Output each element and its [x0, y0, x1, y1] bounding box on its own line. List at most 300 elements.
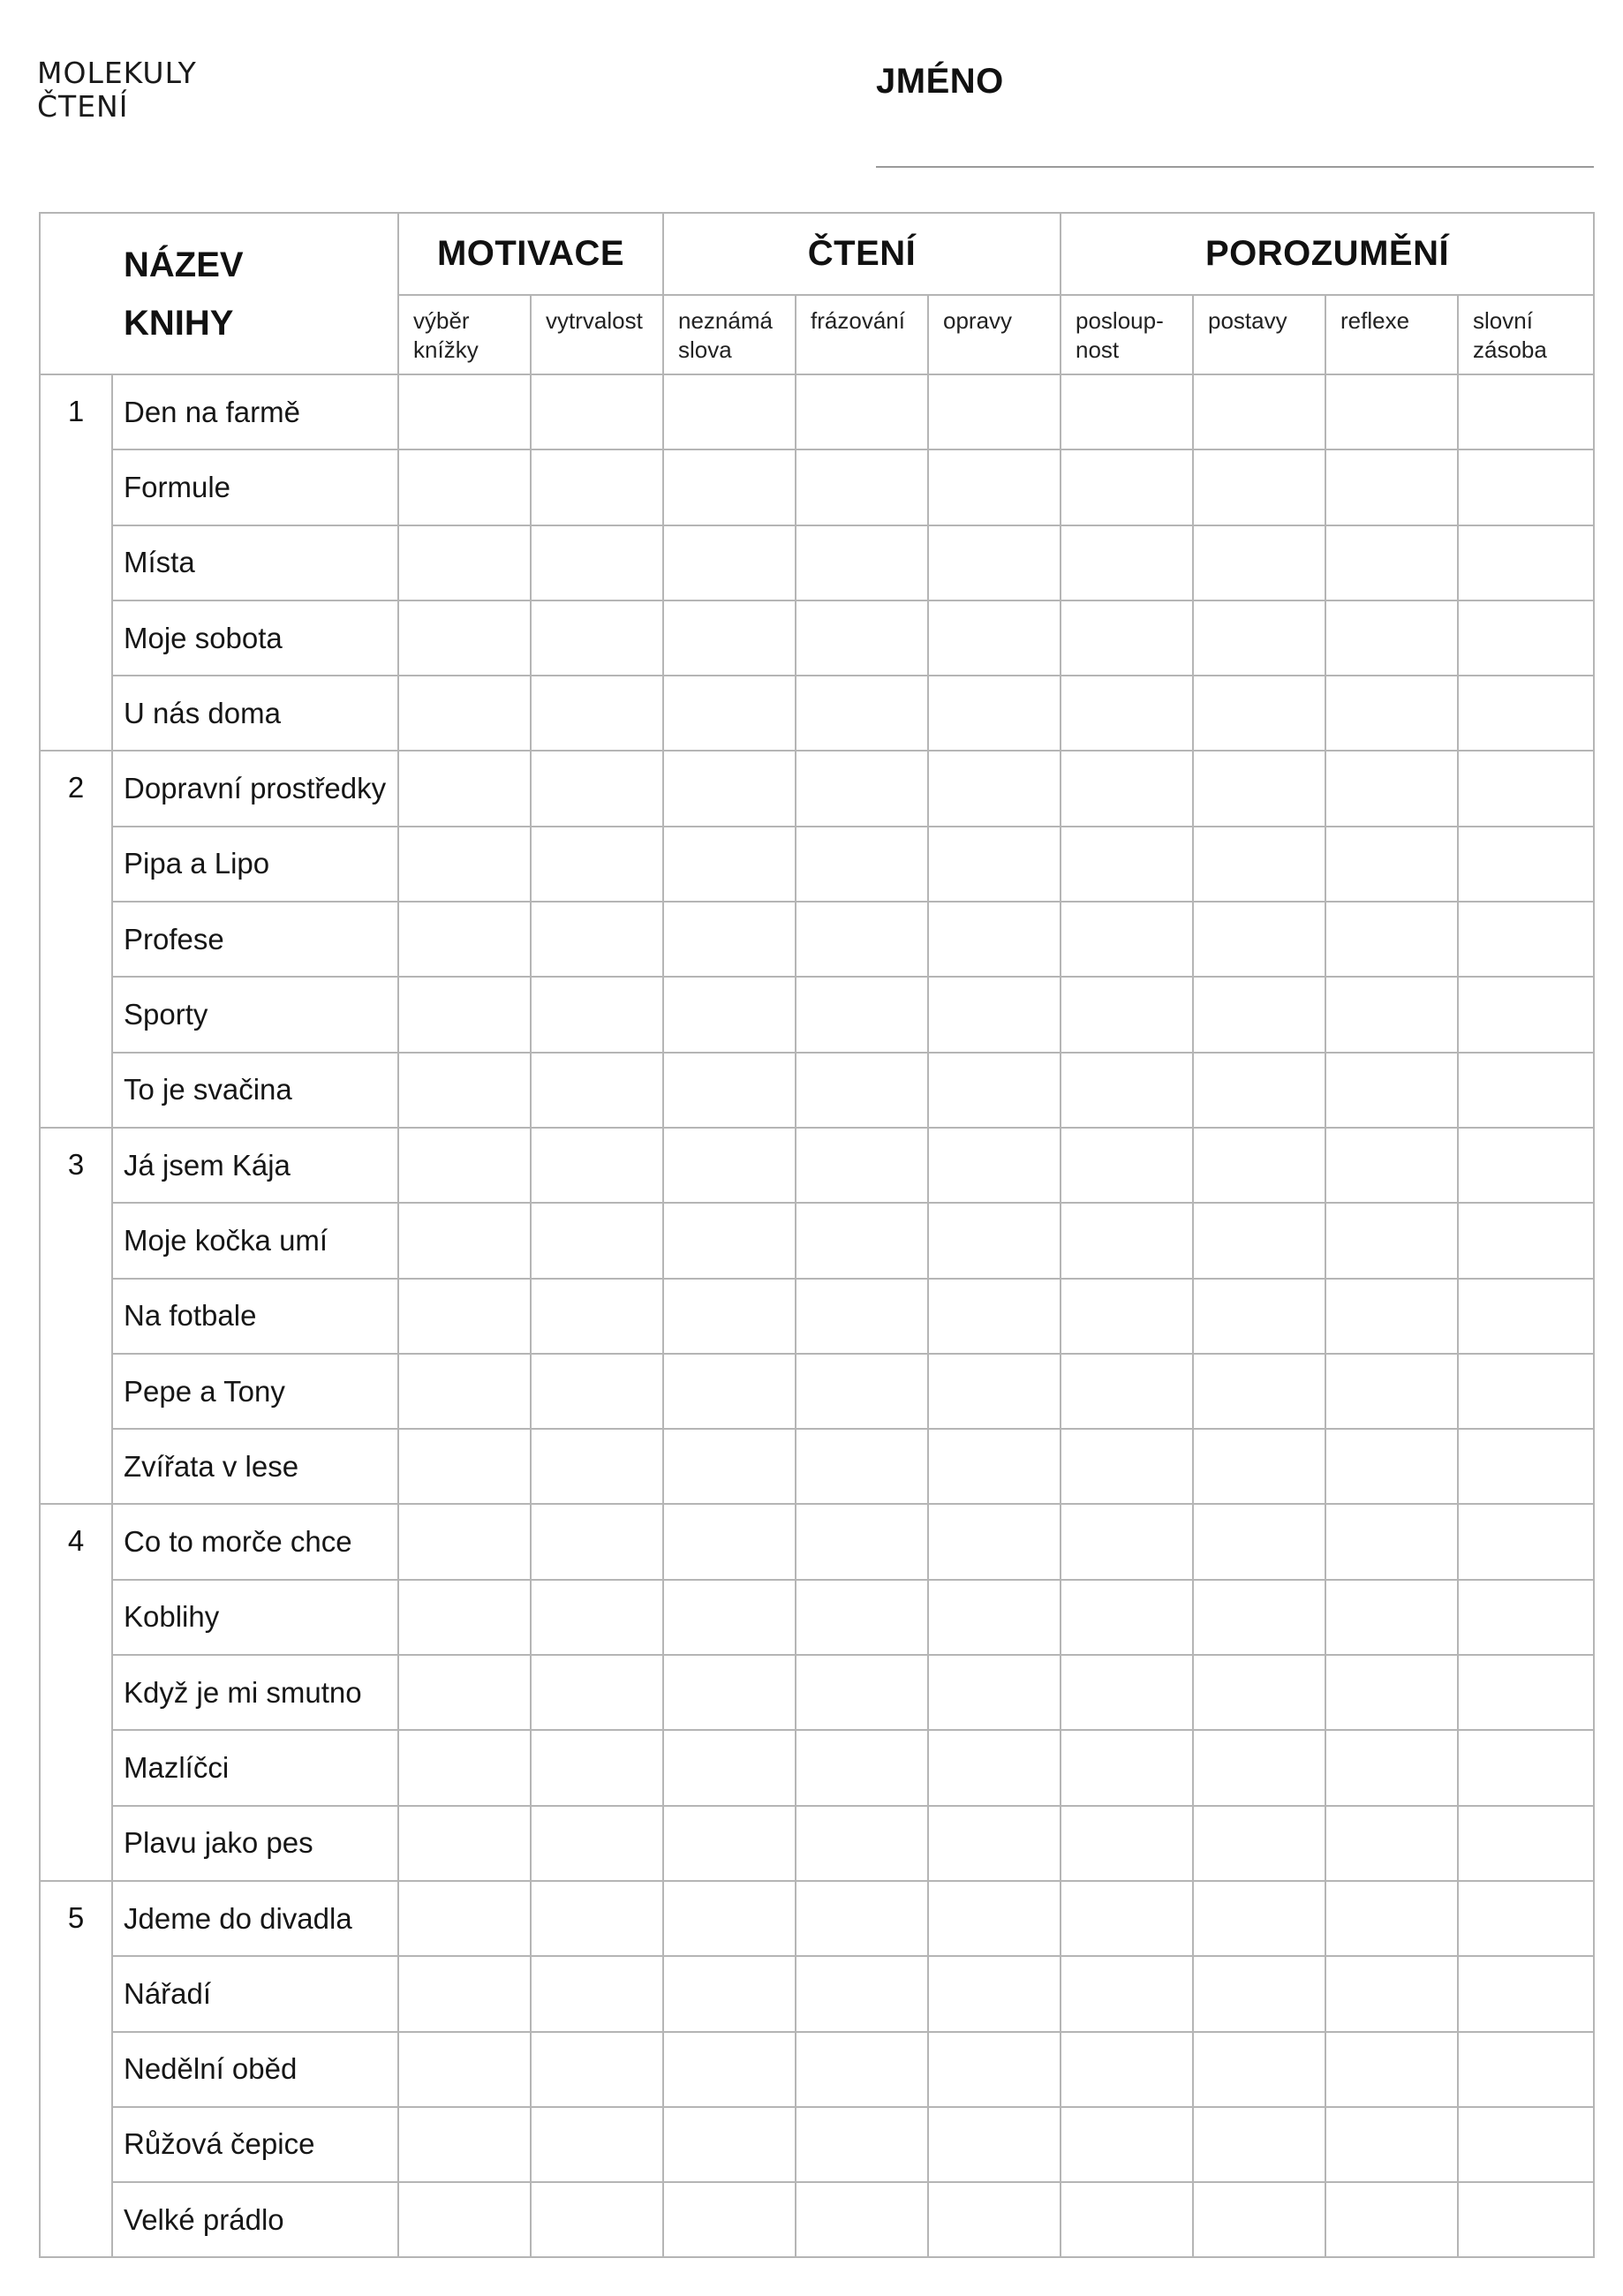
assessment-cell[interactable] — [1458, 751, 1594, 826]
table-row — [40, 1956, 1594, 2031]
assessment-cell[interactable] — [1193, 2107, 1325, 2182]
assessment-cell[interactable] — [398, 1580, 531, 1655]
assessment-cell[interactable] — [796, 449, 928, 525]
assessment-cell[interactable] — [1325, 977, 1458, 1052]
assessment-cell[interactable] — [1193, 1956, 1325, 2031]
assessment-cell[interactable] — [531, 1806, 663, 1881]
assessment-cell[interactable] — [531, 600, 663, 676]
assessment-cell[interactable] — [796, 1354, 928, 1429]
assessment-cell[interactable] — [1458, 676, 1594, 751]
assessment-cell[interactable] — [663, 1128, 796, 1203]
book-title-cell: Sporty — [112, 977, 398, 1052]
assessment-cell[interactable] — [1325, 1128, 1458, 1203]
assessment-cell[interactable] — [1193, 751, 1325, 826]
assessment-cell[interactable] — [1325, 1655, 1458, 1730]
assessment-cell[interactable] — [1458, 1354, 1594, 1429]
assessment-cell[interactable] — [663, 525, 796, 600]
assessment-cell[interactable] — [663, 1655, 796, 1730]
assessment-cell[interactable] — [1193, 2182, 1325, 2257]
assessment-cell[interactable] — [1193, 2032, 1325, 2107]
assessment-cell[interactable] — [1061, 1354, 1193, 1429]
assessment-cell[interactable] — [531, 977, 663, 1052]
table-row — [40, 1279, 1594, 1354]
assessment-cell[interactable] — [1325, 827, 1458, 902]
assessment-cell[interactable] — [928, 1580, 1061, 1655]
assessment-cell[interactable] — [663, 676, 796, 751]
assessment-cell[interactable] — [531, 1128, 663, 1203]
assessment-cell[interactable] — [796, 1655, 928, 1730]
assessment-cell[interactable] — [398, 977, 531, 1052]
book-title-cell: Místa — [112, 525, 398, 600]
table-row — [40, 1806, 1594, 1881]
assessment-cell[interactable] — [531, 1053, 663, 1128]
assessment-cell[interactable] — [1061, 2107, 1193, 2182]
subheader-text: postavy — [1208, 307, 1287, 334]
assessment-cell[interactable] — [928, 1806, 1061, 1881]
assessment-cell[interactable] — [398, 2107, 531, 2182]
assessment-cell[interactable] — [663, 1203, 796, 1278]
assessment-cell[interactable] — [1061, 1881, 1193, 1956]
assessment-cell[interactable] — [663, 1429, 796, 1504]
assessment-cell[interactable] — [796, 2107, 928, 2182]
assessment-cell[interactable] — [1193, 1128, 1325, 1203]
table-body — [40, 374, 1594, 2257]
assessment-cell[interactable] — [1193, 1354, 1325, 1429]
assessment-cell[interactable] — [1193, 676, 1325, 751]
assessment-cell[interactable] — [1061, 1203, 1193, 1278]
table-row — [40, 751, 1594, 826]
table-row — [40, 1429, 1594, 1504]
assessment-cell[interactable] — [1061, 977, 1193, 1052]
book-title-cell: Moje kočka umí — [112, 1203, 398, 1278]
assessment-cell[interactable] — [663, 2032, 796, 2107]
table-row — [40, 525, 1594, 600]
subheader-text: slovní — [1473, 307, 1533, 334]
assessment-cell[interactable] — [1458, 1128, 1594, 1203]
assessment-cell[interactable] — [398, 1806, 531, 1881]
assessment-cell[interactable] — [663, 2107, 796, 2182]
name-label: JMÉNO — [876, 62, 1004, 101]
assessment-cell[interactable] — [928, 2182, 1061, 2257]
table-row — [40, 2107, 1594, 2182]
assessment-cell[interactable] — [796, 902, 928, 977]
assessment-cell[interactable] — [928, 1956, 1061, 2031]
table-row — [40, 374, 1594, 449]
book-title-cell: Koblihy — [112, 1580, 398, 1655]
assessment-cell[interactable] — [1325, 374, 1458, 449]
assessment-cell[interactable] — [928, 525, 1061, 600]
book-title-cell: Dopravní prostředky — [112, 751, 398, 826]
assessment-cell[interactable] — [796, 1504, 928, 1579]
assessment-cell[interactable] — [1458, 2182, 1594, 2257]
assessment-cell[interactable] — [398, 1354, 531, 1429]
subheader-text: neznámá — [678, 307, 773, 334]
assessment-cell[interactable] — [531, 902, 663, 977]
assessment-cell[interactable] — [398, 1128, 531, 1203]
book-title-cell: Mazlíčci — [112, 1730, 398, 1805]
table-row — [40, 1730, 1594, 1805]
assessment-cell[interactable] — [1325, 600, 1458, 676]
assessment-cell[interactable] — [398, 449, 531, 525]
subheader-book-choice — [398, 295, 531, 374]
assessment-cell[interactable] — [1458, 1203, 1594, 1278]
assessment-cell[interactable] — [796, 1881, 928, 1956]
assessment-cell[interactable] — [1325, 525, 1458, 600]
assessment-cell[interactable] — [796, 1956, 928, 2031]
assessment-cell[interactable] — [531, 1354, 663, 1429]
subheader-text: opravy — [943, 307, 1013, 334]
assessment-cell[interactable] — [531, 449, 663, 525]
assessment-cell[interactable] — [796, 525, 928, 600]
assessment-cell[interactable] — [663, 1881, 796, 1956]
assessment-cell[interactable] — [398, 1655, 531, 1730]
assessment-cell[interactable] — [1458, 977, 1594, 1052]
assessment-cell[interactable] — [928, 827, 1061, 902]
assessment-cell[interactable] — [928, 1279, 1061, 1354]
name-input-line[interactable] — [876, 166, 1594, 168]
assessment-cell[interactable] — [1325, 1881, 1458, 1956]
assessment-cell[interactable] — [531, 1580, 663, 1655]
assessment-cell[interactable] — [796, 1128, 928, 1203]
assessment-cell[interactable] — [1061, 1429, 1193, 1504]
assessment-cell[interactable] — [398, 751, 531, 826]
assessment-cell[interactable] — [663, 2182, 796, 2257]
assessment-cell[interactable] — [796, 1806, 928, 1881]
assessment-cell[interactable] — [1325, 1354, 1458, 1429]
group-header-motivation: MOTIVACE — [398, 213, 663, 295]
assessment-cell[interactable] — [796, 1279, 928, 1354]
assessment-cell[interactable] — [1458, 1956, 1594, 2031]
book-title-cell: Když je mi smutno — [112, 1655, 398, 1730]
assessment-cell[interactable] — [1061, 1053, 1193, 1128]
subheader-vocabulary — [1458, 295, 1594, 374]
table-row — [40, 977, 1594, 1052]
assessment-cell[interactable] — [663, 374, 796, 449]
assessment-cell[interactable] — [796, 1053, 928, 1128]
book-title-header — [40, 213, 398, 374]
assessment-cell[interactable] — [1061, 1279, 1193, 1354]
subheader-text: frázování — [811, 307, 905, 334]
book-title-cell: Pipa a Lipo — [112, 827, 398, 902]
assessment-cell[interactable] — [1193, 449, 1325, 525]
assessment-cell[interactable] — [928, 2032, 1061, 2107]
assessment-cell[interactable] — [1061, 1580, 1193, 1655]
assessment-cell[interactable] — [1458, 525, 1594, 600]
level-number: 5 — [40, 1881, 112, 2257]
assessment-cell[interactable] — [663, 1806, 796, 1881]
assessment-cell[interactable] — [796, 374, 928, 449]
assessment-cell[interactable] — [1325, 1053, 1458, 1128]
assessment-cell[interactable] — [928, 449, 1061, 525]
reading-progress-table — [39, 212, 1595, 2258]
group-header-reading: ČTENÍ — [663, 213, 1061, 295]
assessment-cell[interactable] — [1061, 1655, 1193, 1730]
assessment-cell[interactable] — [928, 1203, 1061, 1278]
table-row — [40, 1203, 1594, 1278]
assessment-cell[interactable] — [1061, 449, 1193, 525]
subheader-text: posloup- — [1076, 307, 1164, 334]
assessment-cell[interactable] — [531, 2032, 663, 2107]
assessment-cell[interactable] — [398, 1279, 531, 1354]
subheader-reflection — [1325, 295, 1458, 374]
assessment-cell[interactable] — [398, 902, 531, 977]
table-row — [40, 1053, 1594, 1128]
assessment-cell[interactable] — [1193, 1504, 1325, 1579]
logo-line-2: ČTENÍ — [37, 89, 129, 124]
assessment-cell[interactable] — [398, 1956, 531, 2031]
table-row — [40, 2032, 1594, 2107]
assessment-cell[interactable] — [1061, 525, 1193, 600]
assessment-cell[interactable] — [1325, 1203, 1458, 1278]
subheader-text: vytrvalost — [546, 307, 643, 334]
book-title-cell: Formule — [112, 449, 398, 525]
assessment-cell[interactable] — [398, 827, 531, 902]
assessment-cell[interactable] — [796, 676, 928, 751]
assessment-cell[interactable] — [928, 1504, 1061, 1579]
assessment-cell[interactable] — [1193, 374, 1325, 449]
level-number: 3 — [40, 1128, 112, 1504]
assessment-cell[interactable] — [1193, 827, 1325, 902]
assessment-cell[interactable] — [531, 1730, 663, 1805]
assessment-cell[interactable] — [1458, 1806, 1594, 1881]
logo-line-1: MOLEKULY — [37, 56, 197, 90]
assessment-cell[interactable] — [1061, 902, 1193, 977]
assessment-cell[interactable] — [1458, 600, 1594, 676]
assessment-cell[interactable] — [1325, 751, 1458, 826]
assessment-cell[interactable] — [663, 1580, 796, 1655]
assessment-cell[interactable] — [1458, 1655, 1594, 1730]
assessment-cell[interactable] — [1061, 1504, 1193, 1579]
subheader-text: slova — [678, 336, 732, 363]
assessment-cell[interactable] — [531, 1429, 663, 1504]
assessment-cell[interactable] — [398, 2032, 531, 2107]
book-title-cell: Moje sobota — [112, 600, 398, 676]
assessment-cell[interactable] — [1193, 1580, 1325, 1655]
book-title-cell: U nás doma — [112, 676, 398, 751]
assessment-cell[interactable] — [1325, 1429, 1458, 1504]
assessment-cell[interactable] — [1325, 449, 1458, 525]
assessment-cell[interactable] — [1193, 1730, 1325, 1805]
table-row — [40, 1354, 1594, 1429]
assessment-cell[interactable] — [663, 902, 796, 977]
assessment-cell[interactable] — [398, 1203, 531, 1278]
assessment-cell[interactable] — [796, 1429, 928, 1504]
book-title-cell: Nedělní oběd — [112, 2032, 398, 2107]
book-title-header-line-1: NÁZEV — [124, 245, 244, 284]
assessment-cell[interactable] — [531, 1504, 663, 1579]
assessment-cell[interactable] — [1193, 600, 1325, 676]
level-number: 4 — [40, 1504, 112, 1880]
assessment-cell[interactable] — [928, 1730, 1061, 1805]
assessment-cell[interactable] — [1193, 1881, 1325, 1956]
assessment-cell[interactable] — [1458, 449, 1594, 525]
assessment-cell[interactable] — [1458, 1279, 1594, 1354]
assessment-cell[interactable] — [1458, 1504, 1594, 1579]
assessment-cell[interactable] — [398, 1881, 531, 1956]
assessment-cell[interactable] — [1061, 2032, 1193, 2107]
assessment-cell[interactable] — [1458, 2107, 1594, 2182]
assessment-cell[interactable] — [1061, 1128, 1193, 1203]
assessment-cell[interactable] — [398, 1730, 531, 1805]
table-row — [40, 1504, 1594, 1579]
assessment-cell[interactable] — [928, 1128, 1061, 1203]
assessment-cell[interactable] — [531, 2182, 663, 2257]
assessment-cell[interactable] — [663, 1504, 796, 1579]
group-header-comprehension: POROZUMĚNÍ — [1061, 213, 1594, 295]
assessment-cell[interactable] — [796, 827, 928, 902]
assessment-cell[interactable] — [663, 1279, 796, 1354]
assessment-cell[interactable] — [928, 902, 1061, 977]
assessment-cell[interactable] — [1193, 1655, 1325, 1730]
book-title-cell: Nářadí — [112, 1956, 398, 2031]
assessment-cell[interactable] — [1193, 1279, 1325, 1354]
subheader-unknown-words — [663, 295, 796, 374]
assessment-cell[interactable] — [1325, 676, 1458, 751]
assessment-cell[interactable] — [1061, 751, 1193, 826]
assessment-cell[interactable] — [1325, 2032, 1458, 2107]
assessment-cell[interactable] — [531, 2107, 663, 2182]
book-title-cell: Den na farmě — [112, 374, 398, 449]
assessment-cell[interactable] — [796, 2182, 928, 2257]
assessment-cell[interactable] — [928, 374, 1061, 449]
assessment-cell[interactable] — [928, 1354, 1061, 1429]
assessment-cell[interactable] — [398, 2182, 531, 2257]
assessment-cell[interactable] — [928, 1655, 1061, 1730]
assessment-cell[interactable] — [531, 1655, 663, 1730]
assessment-cell[interactable] — [1061, 1730, 1193, 1805]
table-row — [40, 1580, 1594, 1655]
table-row — [40, 1128, 1594, 1203]
assessment-cell[interactable] — [1193, 902, 1325, 977]
assessment-cell[interactable] — [663, 751, 796, 826]
book-title-cell: Já jsem Kája — [112, 1128, 398, 1203]
level-number: 2 — [40, 751, 112, 1127]
assessment-cell[interactable] — [663, 827, 796, 902]
table-row — [40, 1655, 1594, 1730]
assessment-cell[interactable] — [928, 751, 1061, 826]
subheader-text: knížky — [413, 336, 479, 363]
assessment-cell[interactable] — [398, 600, 531, 676]
logo — [37, 57, 197, 124]
assessment-cell[interactable] — [1193, 1053, 1325, 1128]
assessment-cell[interactable] — [1061, 827, 1193, 902]
assessment-cell[interactable] — [531, 1279, 663, 1354]
subheader-text: reflexe — [1340, 307, 1410, 334]
assessment-cell[interactable] — [928, 2107, 1061, 2182]
assessment-cell[interactable] — [796, 1580, 928, 1655]
assessment-cell[interactable] — [1325, 1956, 1458, 2031]
assessment-cell[interactable] — [928, 977, 1061, 1052]
book-title-cell: Růžová čepice — [112, 2107, 398, 2182]
assessment-cell[interactable] — [1325, 1806, 1458, 1881]
assessment-cell[interactable] — [663, 600, 796, 676]
assessment-cell[interactable] — [796, 1203, 928, 1278]
assessment-cell[interactable] — [398, 676, 531, 751]
subheader-text: výběr — [413, 307, 470, 334]
assessment-cell[interactable] — [1325, 1504, 1458, 1579]
subheader-persistence — [531, 295, 663, 374]
table-row — [40, 449, 1594, 525]
assessment-cell[interactable] — [1325, 1730, 1458, 1805]
table-row — [40, 1881, 1594, 1956]
assessment-cell[interactable] — [398, 525, 531, 600]
assessment-cell[interactable] — [796, 977, 928, 1052]
assessment-cell[interactable] — [1061, 1956, 1193, 2031]
assessment-cell[interactable] — [1325, 1279, 1458, 1354]
assessment-cell[interactable] — [663, 1730, 796, 1805]
assessment-cell[interactable] — [1458, 2032, 1594, 2107]
assessment-cell[interactable] — [398, 1429, 531, 1504]
assessment-cell[interactable] — [663, 449, 796, 525]
assessment-cell[interactable] — [531, 827, 663, 902]
assessment-cell[interactable] — [1458, 1881, 1594, 1956]
assessment-cell[interactable] — [1193, 1429, 1325, 1504]
assessment-cell[interactable] — [928, 1429, 1061, 1504]
assessment-cell[interactable] — [1325, 2107, 1458, 2182]
assessment-cell[interactable] — [928, 600, 1061, 676]
assessment-cell[interactable] — [1061, 1806, 1193, 1881]
assessment-cell[interactable] — [1458, 827, 1594, 902]
assessment-cell[interactable] — [1061, 2182, 1193, 2257]
assessment-cell[interactable] — [1193, 1806, 1325, 1881]
assessment-cell[interactable] — [663, 1053, 796, 1128]
assessment-cell[interactable] — [398, 1504, 531, 1579]
assessment-cell[interactable] — [1458, 1580, 1594, 1655]
assessment-cell[interactable] — [928, 1881, 1061, 1956]
assessment-cell[interactable] — [1325, 1580, 1458, 1655]
assessment-cell[interactable] — [531, 751, 663, 826]
assessment-cell[interactable] — [1193, 525, 1325, 600]
book-title-cell: Co to morče chce — [112, 1504, 398, 1579]
assessment-cell[interactable] — [1193, 977, 1325, 1052]
assessment-cell[interactable] — [796, 1730, 928, 1805]
subheader-corrections — [928, 295, 1061, 374]
assessment-cell[interactable] — [531, 374, 663, 449]
assessment-cell[interactable] — [1061, 374, 1193, 449]
assessment-cell[interactable] — [1458, 1730, 1594, 1805]
book-title-cell: Plavu jako pes — [112, 1806, 398, 1881]
assessment-cell[interactable] — [1458, 374, 1594, 449]
assessment-cell[interactable] — [398, 1053, 531, 1128]
book-title-cell: To je svačina — [112, 1053, 398, 1128]
assessment-cell[interactable] — [531, 525, 663, 600]
assessment-cell[interactable] — [1458, 1053, 1594, 1128]
assessment-cell[interactable] — [1193, 1203, 1325, 1278]
assessment-cell[interactable] — [1325, 2182, 1458, 2257]
assessment-cell[interactable] — [1061, 600, 1193, 676]
assessment-cell[interactable] — [1458, 1429, 1594, 1504]
assessment-cell[interactable] — [1061, 676, 1193, 751]
assessment-cell[interactable] — [531, 1881, 663, 1956]
assessment-cell[interactable] — [928, 1053, 1061, 1128]
book-title-cell: Profese — [112, 902, 398, 977]
assessment-cell[interactable] — [1458, 902, 1594, 977]
assessment-cell[interactable] — [796, 751, 928, 826]
assessment-cell[interactable] — [1325, 902, 1458, 977]
assessment-cell[interactable] — [531, 1203, 663, 1278]
assessment-cell[interactable] — [796, 2032, 928, 2107]
assessment-cell[interactable] — [531, 676, 663, 751]
assessment-cell[interactable] — [796, 600, 928, 676]
assessment-cell[interactable] — [398, 374, 531, 449]
assessment-cell[interactable] — [531, 1956, 663, 2031]
level-number: 1 — [40, 374, 112, 751]
assessment-cell[interactable] — [663, 977, 796, 1052]
assessment-cell[interactable] — [663, 1956, 796, 2031]
assessment-cell[interactable] — [663, 1354, 796, 1429]
assessment-cell[interactable] — [928, 676, 1061, 751]
table-row — [40, 676, 1594, 751]
